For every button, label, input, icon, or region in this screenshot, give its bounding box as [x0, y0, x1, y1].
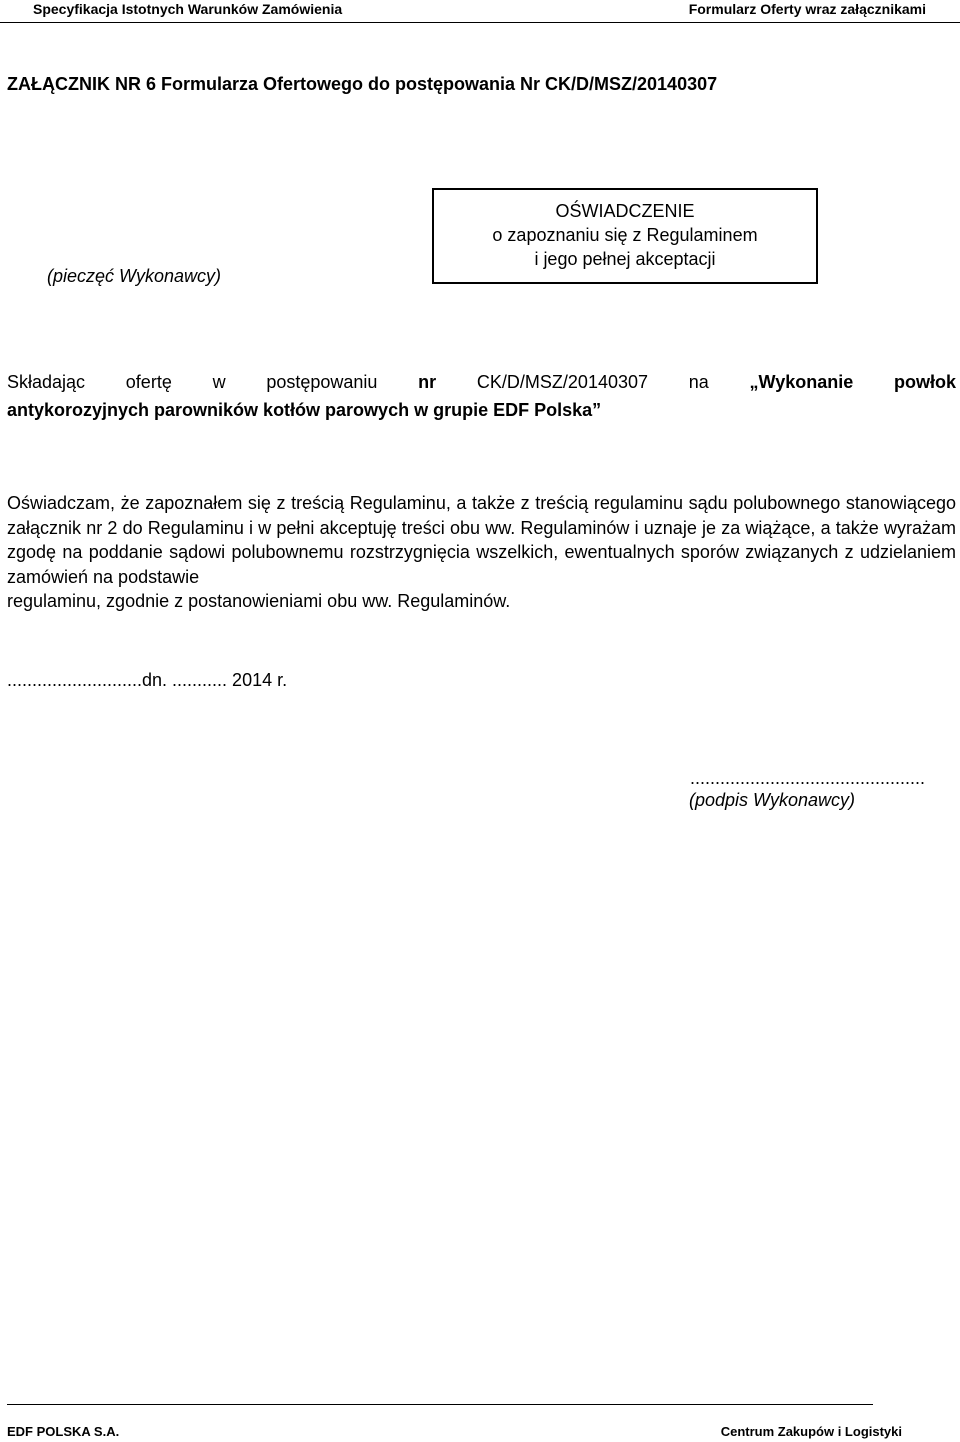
offer-word: ofertę	[125, 372, 172, 392]
offer-word: „Wykonanie	[749, 372, 854, 392]
offer-word: powłok	[894, 372, 956, 392]
header-divider	[0, 22, 960, 23]
footer-department: Centrum Zakupów i Logistyki	[720, 1424, 902, 1439]
signature-label: (podpis Wykonawcy)	[689, 790, 856, 810]
declaration-heading: OŚWIADCZENIE	[555, 201, 695, 221]
offer-word: postępowaniu	[266, 372, 378, 392]
header-form-title: Formularz Oferty wraz załącznikami	[688, 1, 926, 17]
statement-last-line: regulaminu, zgodnie z postanowieniami obu ww. Regulaminów.	[7, 591, 511, 611]
offer-line-2	[7, 396, 956, 424]
declaration-subtitle-line2: i jego pełnej akceptacji	[534, 249, 716, 269]
offer-subject: antykorozyjnych parowników kotłów parowych w grupie EDF Polska”	[7, 400, 602, 420]
offer-word: Składając	[7, 372, 86, 392]
offer-word: nr	[418, 372, 437, 392]
date-line: ...........................dn. ........... 2014 r.	[7, 670, 288, 690]
signature-dotted-line: ...............................................	[690, 768, 926, 788]
statement-body: Oświadczam, że zapoznałem się z treścią Regulaminu, a także z treścią regulaminu sądu polubownego stanowiącego załącznik nr 2 do Regulaminu i w pełni akceptuję treści obu ww. Regulaminów i uznaje je za wiążące, a także wyrażam zgodę na poddanie sądowi polubownemu rozstrzygnięcia wszelkich, ewentualnych sporów związanych z udzielaniem zamówień na podstawie	[7, 493, 956, 587]
footer-divider	[7, 1404, 873, 1405]
offer-word: w	[212, 372, 226, 392]
page-header	[0, 0, 960, 20]
contractor-stamp-label: (pieczęć Wykonawcy)	[47, 266, 222, 286]
offer-line-1	[7, 368, 956, 396]
offer-paragraph	[7, 368, 956, 424]
declaration-subtitle-line1: o zapoznaniu się z Regulaminem	[492, 225, 758, 245]
annex-title: ZAŁĄCZNIK NR 6 Formularza Ofertowego do postępowania Nr CK/D/MSZ/20140307	[7, 74, 718, 94]
declaration-box	[432, 188, 818, 284]
statement-paragraph	[7, 491, 956, 614]
proceeding-number: CK/D/MSZ/20140307	[476, 372, 649, 392]
header-document-title: Specyfikacja Istotnych Warunków Zamówienia	[33, 1, 343, 17]
offer-word: na	[688, 372, 709, 392]
footer-company: EDF POLSKA S.A.	[7, 1424, 120, 1439]
